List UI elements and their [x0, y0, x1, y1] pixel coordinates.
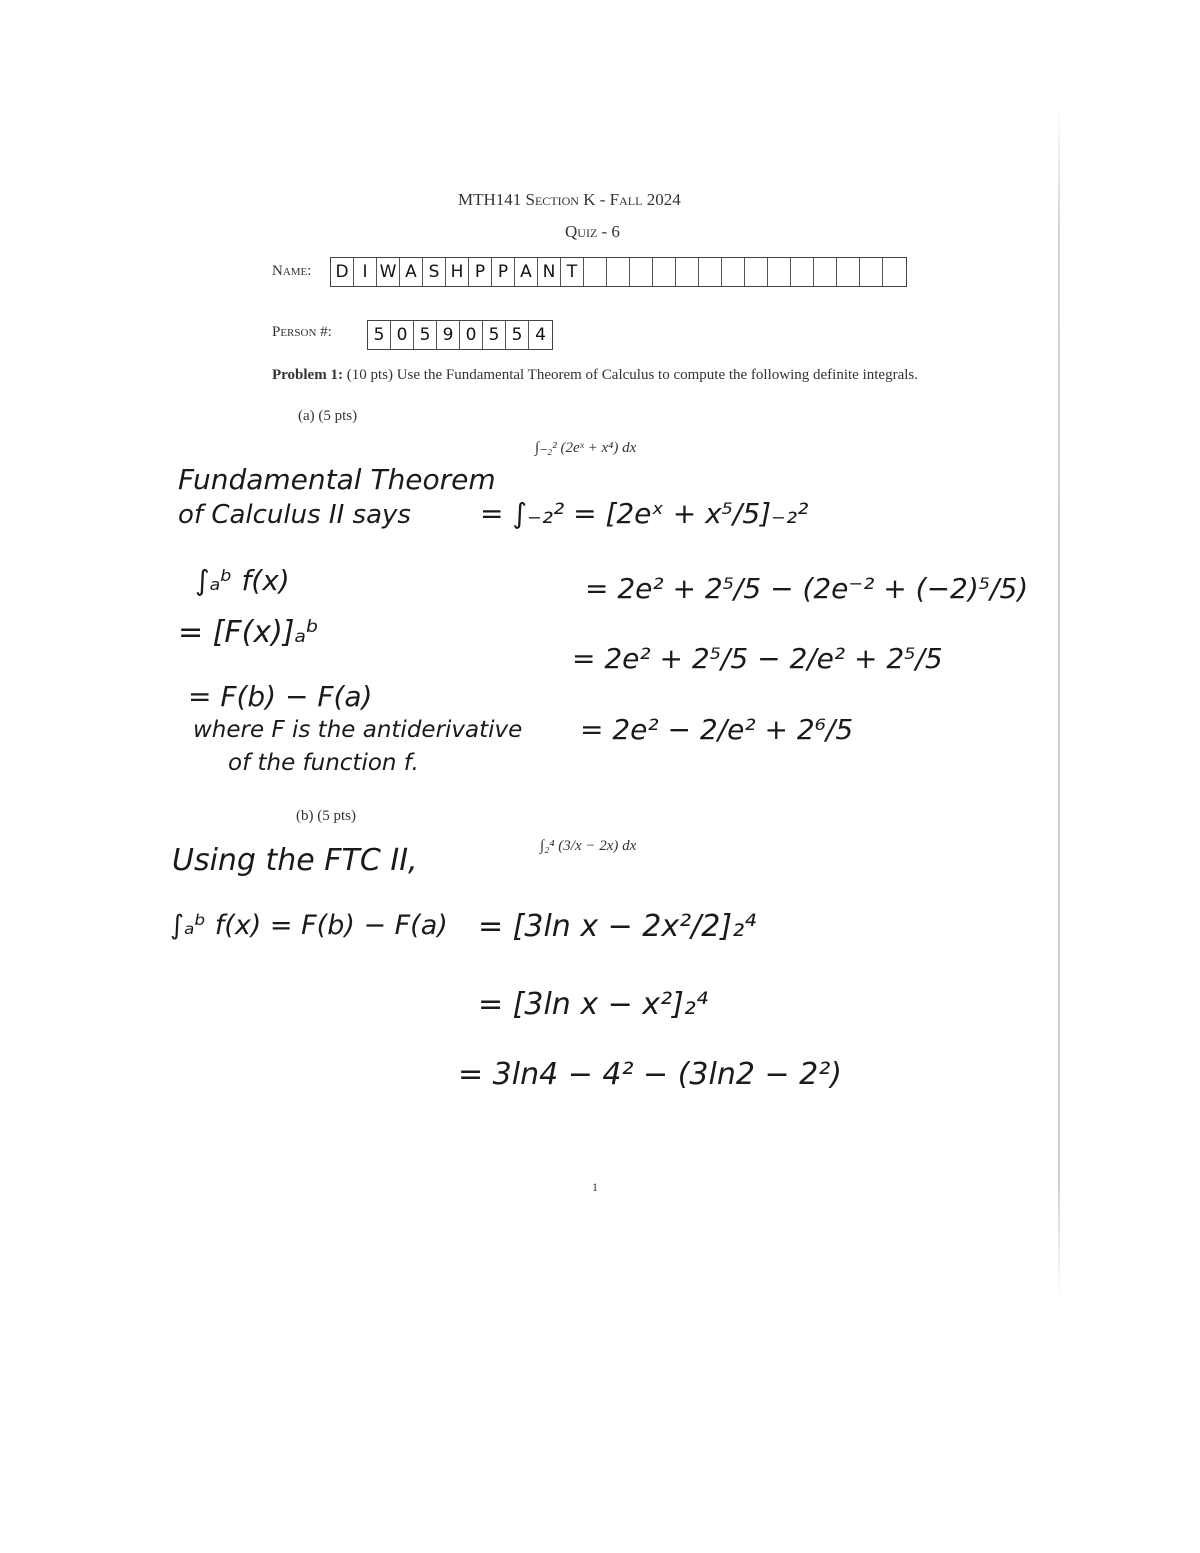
name-letter-box [768, 258, 791, 286]
name-box-row [330, 257, 907, 287]
person-digit-box: 5 [506, 321, 529, 349]
name-letter-box [584, 258, 607, 286]
name-letter-box [653, 258, 676, 286]
name-letter-box: P [469, 258, 492, 286]
name-letter-box: A [400, 258, 423, 286]
person-digit-box: 4 [535, 325, 546, 345]
name-letter-box: H [446, 258, 469, 286]
note-calculus-says: of Calculus II says [178, 500, 411, 530]
note-fundamental-theorem: Fundamental Theorem [178, 463, 496, 496]
part-b-step-2: = [3ln x − x²]₂⁴ [478, 987, 708, 1022]
name-letter-box [791, 258, 814, 286]
person-digit-box: 9 [437, 321, 460, 349]
person-digit-box: 5 [414, 321, 437, 349]
part-b-step-3: = 3ln4 − 4² − (3ln2 − 2²) [458, 1057, 842, 1092]
note-of-function-f: of the function f. [228, 750, 419, 776]
person-number-box-row [367, 320, 553, 350]
person-number-label: Person #: [272, 324, 332, 340]
name-letter-box: D [331, 258, 354, 286]
name-letter-box [607, 258, 630, 286]
name-letter-box [630, 258, 653, 286]
name-letter-box [722, 258, 745, 286]
name-letter-box: W [377, 258, 400, 286]
name-letter-box [699, 258, 722, 286]
part-a-integral: ∫₋₂² (2eˣ + x⁴) dx [535, 440, 637, 456]
person-digit-box: 5 [483, 321, 506, 349]
part-a-step-2: = 2e² + 2⁵/5 − (2e⁻² + (−2)⁵/5) [585, 572, 1029, 605]
name-letter-box: N [538, 258, 561, 286]
name-letter-box [860, 258, 883, 286]
person-digit-box: 0 [460, 321, 483, 349]
name-letter-box: P [492, 258, 515, 286]
note-bracket-F: = [F(x)]ₐᵇ [178, 615, 320, 650]
note-ftc-formula: ∫ₐᵇ f(x) = F(b) − F(a) [170, 910, 448, 941]
problem-1-heading: Problem 1: [272, 367, 343, 383]
name-letter-box [745, 258, 768, 286]
name-letter-box [837, 258, 860, 286]
problem-1-statement [272, 366, 932, 384]
part-a-step-1: = ∫₋₂² = [2eˣ + x⁵/5]₋₂² [480, 497, 809, 530]
name-letter-box [883, 258, 906, 286]
person-digit-box: 5 [368, 321, 391, 349]
part-a-step-4: = 2e² − 2/e² + 2⁶/5 [580, 713, 854, 746]
part-b-label: (b) (5 pts) [296, 808, 356, 824]
note-F-b-minus-F-a: = F(b) − F(a) [188, 680, 373, 713]
name-letter-box: A [515, 258, 538, 286]
part-a-step-3: = 2e² + 2⁵/5 − 2/e² + 2⁵/5 [572, 642, 943, 675]
name-letter-box: T [561, 258, 584, 286]
part-b-integral: ∫₂⁴ (3/x − 2x) dx [540, 838, 637, 854]
note-integral-f: ∫ₐᵇ f(x) [195, 564, 290, 597]
name-letter-box: S [423, 258, 446, 286]
scan-edge-line [1058, 105, 1060, 1300]
part-b-step-1: = [3ln x − 2x²/2]₂⁴ [478, 909, 757, 944]
page-number: 1 [592, 1180, 598, 1194]
note-antiderivative: where F is the antiderivative [193, 717, 523, 743]
name-letter-box [676, 258, 699, 286]
part-a-label: (a) (5 pts) [298, 408, 358, 424]
quiz-title: Quiz - 6 [565, 222, 620, 241]
person-digit-box: 0 [391, 321, 414, 349]
name-letter-box: I [354, 258, 377, 286]
name-label: Name: [272, 263, 312, 279]
problem-1-text: (10 pts) Use the Fundamental Theorem of Calculus to compute the following definite integrals. [346, 367, 918, 383]
name-letter-box [814, 258, 837, 286]
note-using-ftc: Using the FTC II, [172, 843, 418, 878]
course-header: MTH141 Section K - Fall 2024 [458, 190, 681, 209]
